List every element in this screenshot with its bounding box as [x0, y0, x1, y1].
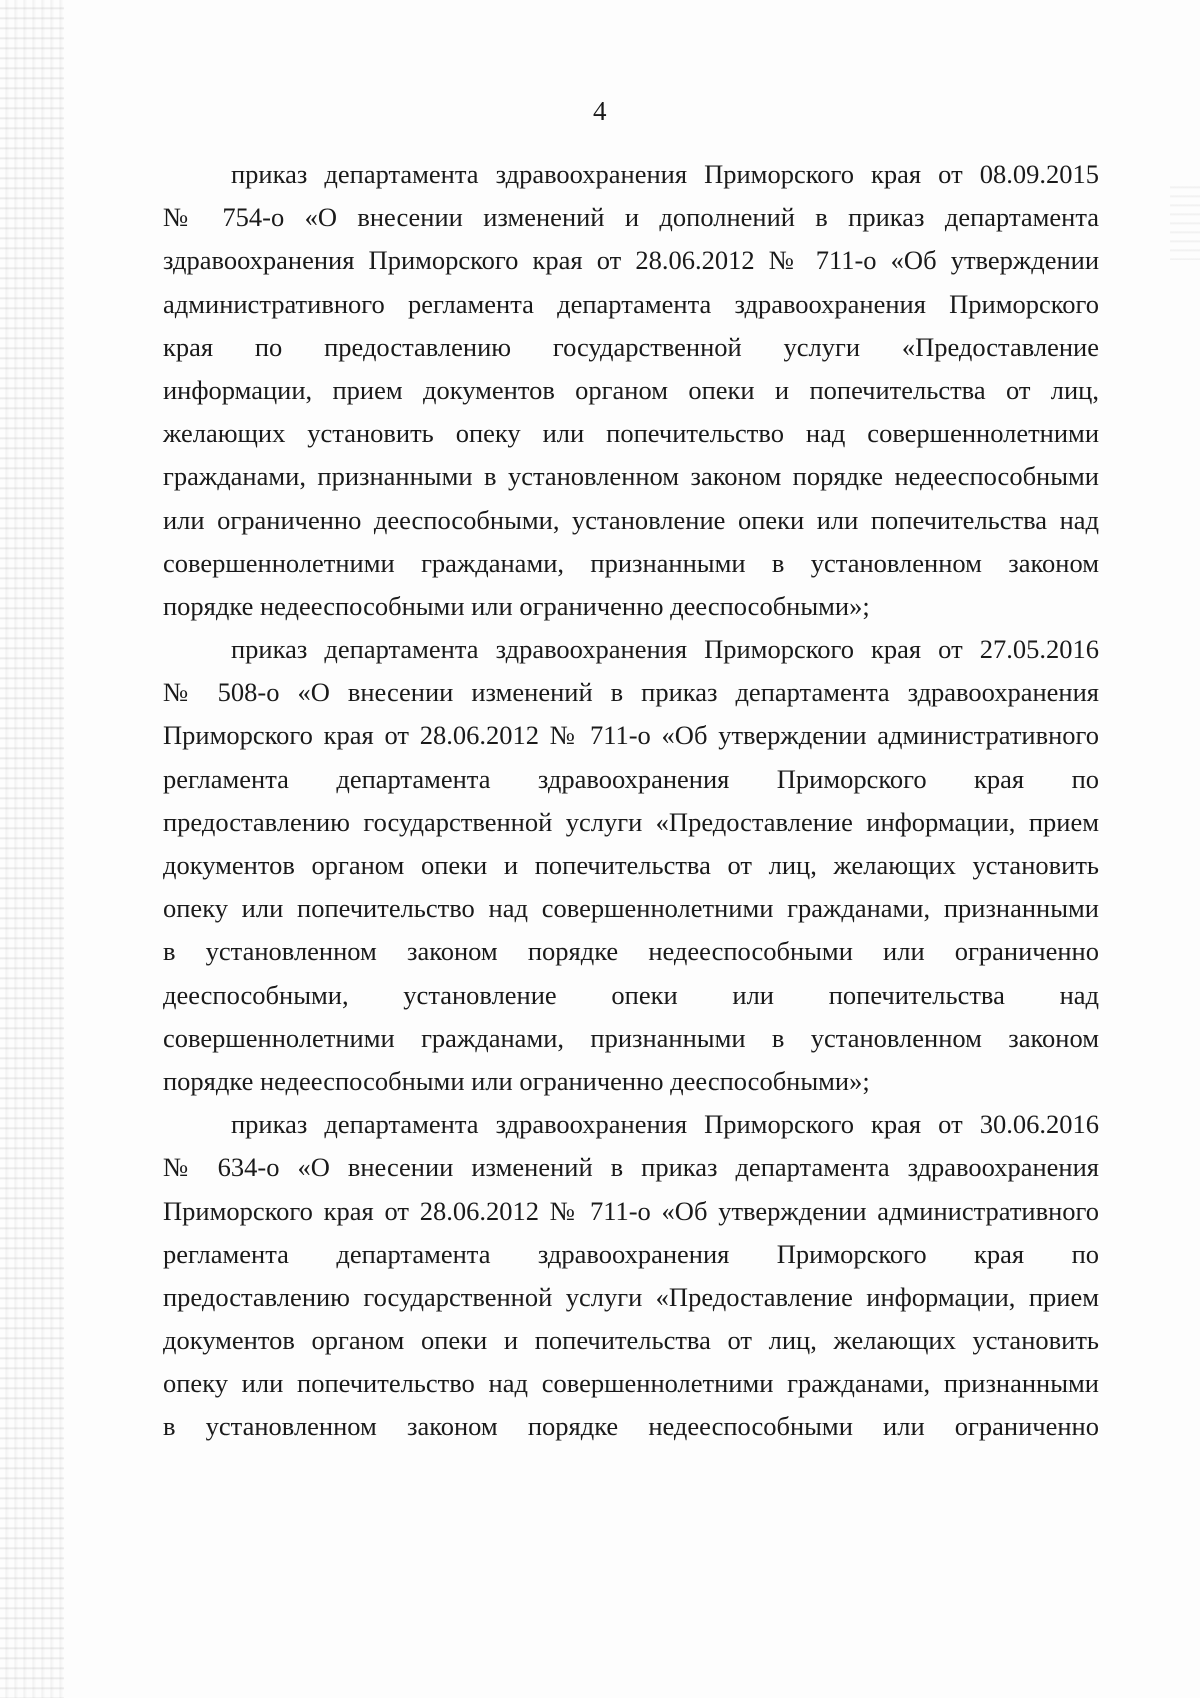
text-line: предоставлению государственной услуги «Предоставление информации, прием [163, 806, 1099, 837]
text-line: регламента департамента здравоохранения Приморского края по [163, 1238, 1099, 1269]
text-line: в установленном законом порядке недееспособными или ограниченно [163, 1411, 1099, 1442]
text-line: № 754-о «О внесении изменений и дополнений в приказ департамента [163, 202, 1099, 233]
text-line: административного регламента департамента здравоохранения Приморского [163, 288, 1099, 319]
text-line: приказ департамента здравоохранения Приморского края от 08.09.2015 [231, 159, 1099, 189]
text-line: в установленном законом порядке недееспособными или ограниченно [163, 936, 1099, 967]
paragraph-3 [163, 1103, 1099, 1449]
text-line: информации, прием документов органом опеки и попечительства от лиц, [163, 374, 1099, 405]
text-line: дееспособными, установление опеки или попечительства над [163, 979, 1099, 1010]
text-line: желающих установить опеку или попечительство над совершеннолетними [163, 418, 1099, 449]
text-line: приказ департамента здравоохранения Приморского края от 27.05.2016 [231, 634, 1099, 665]
text-line: № 634-о «О внесении изменений в приказ департамента здравоохранения [163, 1152, 1099, 1183]
text-line: документов органом опеки и попечительства от лиц, желающих установить [163, 850, 1099, 880]
page-number: 4 [593, 96, 607, 126]
text-line: порядке недееспособными или ограниченно дееспособными»; [163, 590, 870, 621]
text-line: регламента департамента здравоохранения Приморского края по [163, 763, 1099, 794]
text-line: здравоохранения Приморского края от 28.06.2012 № 711-о «Об утверждении [163, 245, 1099, 276]
text-line: края по предоставлению государственной услуги «Предоставление [163, 331, 1099, 362]
scan-edge-noise [0, 0, 64, 1698]
scan-edge-noise-right [1170, 180, 1200, 260]
text-line: Приморского края от 28.06.2012 № 711-о «Об утверждении административного [163, 1195, 1099, 1226]
document-body [163, 153, 1099, 1449]
text-line: совершеннолетними гражданами, признанными в установленном законом [163, 1022, 1099, 1053]
text-line: гражданами, признанными в установленном законом порядке недееспособными [163, 461, 1099, 492]
text-line: документов органом опеки и попечительства от лиц, желающих установить [163, 1325, 1099, 1356]
text-line: приказ департамента здравоохранения Приморского края от 30.06.2016 [231, 1109, 1099, 1140]
paragraph-1 [163, 153, 1099, 628]
text-line: порядке недееспособными или ограниченно дееспособными»; [163, 1065, 870, 1096]
text-line: опеку или попечительство над совершеннолетними гражданами, признанными [163, 1368, 1099, 1399]
text-line: № 508-о «О внесении изменений в приказ департамента здравоохранения [163, 677, 1099, 708]
paragraph-2 [163, 628, 1099, 1103]
text-line: совершеннолетними гражданами, признанными в установленном законом [163, 547, 1099, 578]
text-line: опеку или попечительство над совершеннолетними гражданами, признанными [163, 893, 1099, 924]
text-line: или ограниченно дееспособными, установление опеки или попечительства над [163, 504, 1099, 535]
text-line: предоставлению государственной услуги «Предоставление информации, прием [163, 1281, 1099, 1312]
text-line: Приморского края от 28.06.2012 № 711-о «Об утверждении административного [163, 720, 1099, 751]
